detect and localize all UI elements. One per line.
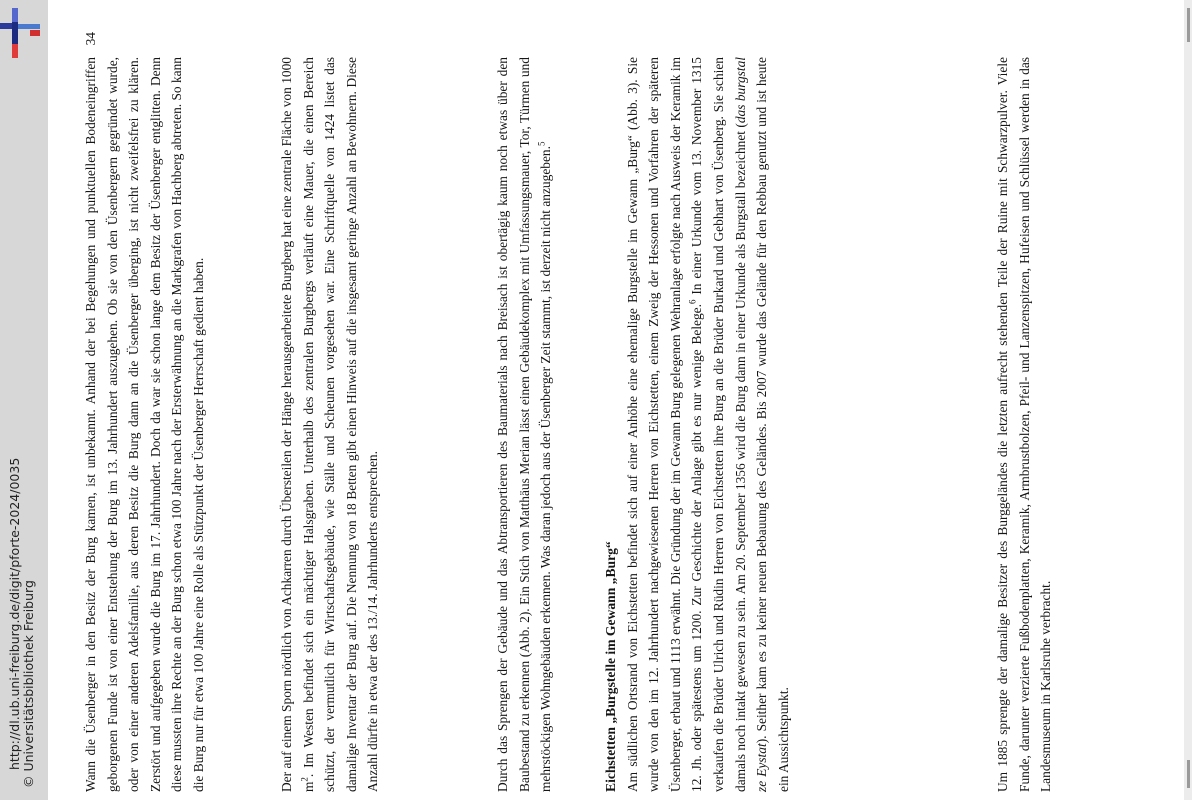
university-library-logo-icon	[0, 8, 48, 58]
paragraph-3-text	[492, 57, 557, 792]
paragraph-5	[992, 57, 1065, 792]
page-number: 34	[83, 32, 98, 46]
p4-text-b: In einer Urkunde vom 13. November 1315 verkaufen die Brüder Ulrich und Rüdin Herren von Eichstetten ihre Burg an die Brüder Burkard und Gebhart von Üsenberg. Sie schien damals noch intakt gewesen zu sein. Am 20. September 1356 wird die Burg dann in einer Urkunde als Burgstall bezeichnet (	[689, 57, 748, 792]
p4-text-a: Am südlichen Ortsrand von Eichstetten befindet sich auf einer Anhöhe eine ehemalige Burgstelle im Gewann „Burg“ (Abb. 3). Sie wurde von den im 12. Jahrhundert nachgewiesenen Herren von Eichstetten, einem Zweig der Hessonen und Vorfahren der späteren Üsenberger, erbaut und 1113 erwähnt. Die Gründung der im Gewann Burg gelegenen Wehranlage erfolgte nach Ausweis der Keramik im 12. Jh. oder spätestens um 1200. Zur Geschichte der Anlage gibt es nur wenige Belege.	[624, 57, 705, 792]
paragraph-3	[492, 57, 565, 792]
p3-footnote-ref: 5	[536, 141, 547, 147]
watermark-copyright: © Universitätsbibliothek Freiburg	[21, 580, 36, 788]
paragraph-5-text: Um 1885 sprengte der damalige Besitzer des Burggeländes die letzten aufrecht stehenden Teile der Ruine mit Schwarzpulver. Viele Funde, darunter verzierte Fußbodenplatten, Keramik, Armbrustbolzen, Pfeil- und Lanzenspitzen, Hufeisen und Schlüssel werden in das Landesmuseum in Karlsruhe verbracht.	[995, 57, 1054, 792]
paragraph-1	[80, 57, 218, 792]
p2-text-a: Der auf einem Sporn nördlich von Achkarren durch Übersteilen der Hänge herausgearbeitete Burgberg hat eine zentrale Fläche von 1000 m	[279, 57, 316, 792]
paragraph-4-text	[622, 57, 795, 792]
paragraph-2	[276, 57, 392, 792]
viewer-sidebar	[0, 0, 48, 800]
watermark	[8, 458, 36, 788]
scrollbar[interactable]	[1184, 0, 1192, 800]
p4-footnote-ref: 6	[687, 299, 698, 305]
p2-text-b: . Im Westen befindet sich ein mächtiger Halsgraben. Unterhalb des zentralen Burgbergs verläuft eine Mauer, die einen Bereich schützt, der vermutlich für Wirtschaftsgebäude, wie Ställe und Scheunen vorgesehen war. Eine Schriftquelle von 1424 listet das damalige Inventar der Burg auf. Die Nennung von 18 Betten gibt einen Hinweis auf die insgesamt geringe Anzahl an Bewohnern. Diese Anzahl dürfte in etwa der des 13./14. Jahrhunderts entsprechen.	[300, 57, 381, 792]
scroll-thumb[interactable]	[1187, 8, 1190, 42]
section-heading: Eichstetten „Burgstelle im Gewann „Burg“	[603, 541, 618, 792]
p3-text-a: Durch das Sprengen der Gebäude und das Abtransportieren des Baumaterials nach Breisach ist obertägig kaum noch etwas über den Baubestand zu erkennen (Abb. 2). Ein Stich von Matthäus Merian lässt einen Gebäudekomplex mit Umfassungsmauer, Tor, Türmen und mehrstöckigen Wohngebäuden erkennen. Was daran jedoch aus der Üsenberger Zeit stammt, ist derzeit nicht anzugeben.	[495, 57, 554, 792]
section-eichstetten	[600, 57, 802, 792]
watermark-url[interactable]: http://dl.ub.uni-freiburg.de/digit/pforte-2024/0035	[7, 457, 22, 770]
rotated-page	[80, 32, 1130, 792]
p4-emphasis: das burgstal ze Eystat	[732, 57, 770, 792]
paragraph-2-text	[276, 57, 384, 792]
p4-text-c: ). Seither kam es zu keiner neuen Bebauung des Geländes. Bis 2007 wurde das Gelände für den Rebbau genutzt und ist heute ein Aussichtspunkt.	[754, 57, 791, 792]
paragraph-1-text: Wann die Üsenberger in den Besitz der Burg kamen, ist unbekannt. Anhand der bei Begehungen und punktuellen Bodeneingriffen geborgenen Funde ist von einer Entstehung der Burg im 13. Jahrhundert auszugehen. Ob sie von den Üsenbergern gegründet wurde, oder von einer anderen Adelsfamilie, aus deren Besitz die Burg dann an die Üsenberger überging, ist nicht zweifelsfrei zu klären. Zerstört und aufgegeben wurde die Burg im 17. Jahrhundert. Doch da war sie schon lange dem Besitz der Üsenberger entglitten. Denn diese mussten ihre Rechte an der Burg schon etwa 100 Jahre nach der Ersterwähnung an die Markgrafen von Hachberg abtreten. So kann die Burg nur für etwa 100 Jahre eine Rolle als Stützpunkt der Üsenberger Herrschaft gedient haben.	[83, 56, 206, 792]
scroll-end-marker	[1187, 760, 1190, 788]
p2-superscript: 2	[299, 777, 310, 782]
